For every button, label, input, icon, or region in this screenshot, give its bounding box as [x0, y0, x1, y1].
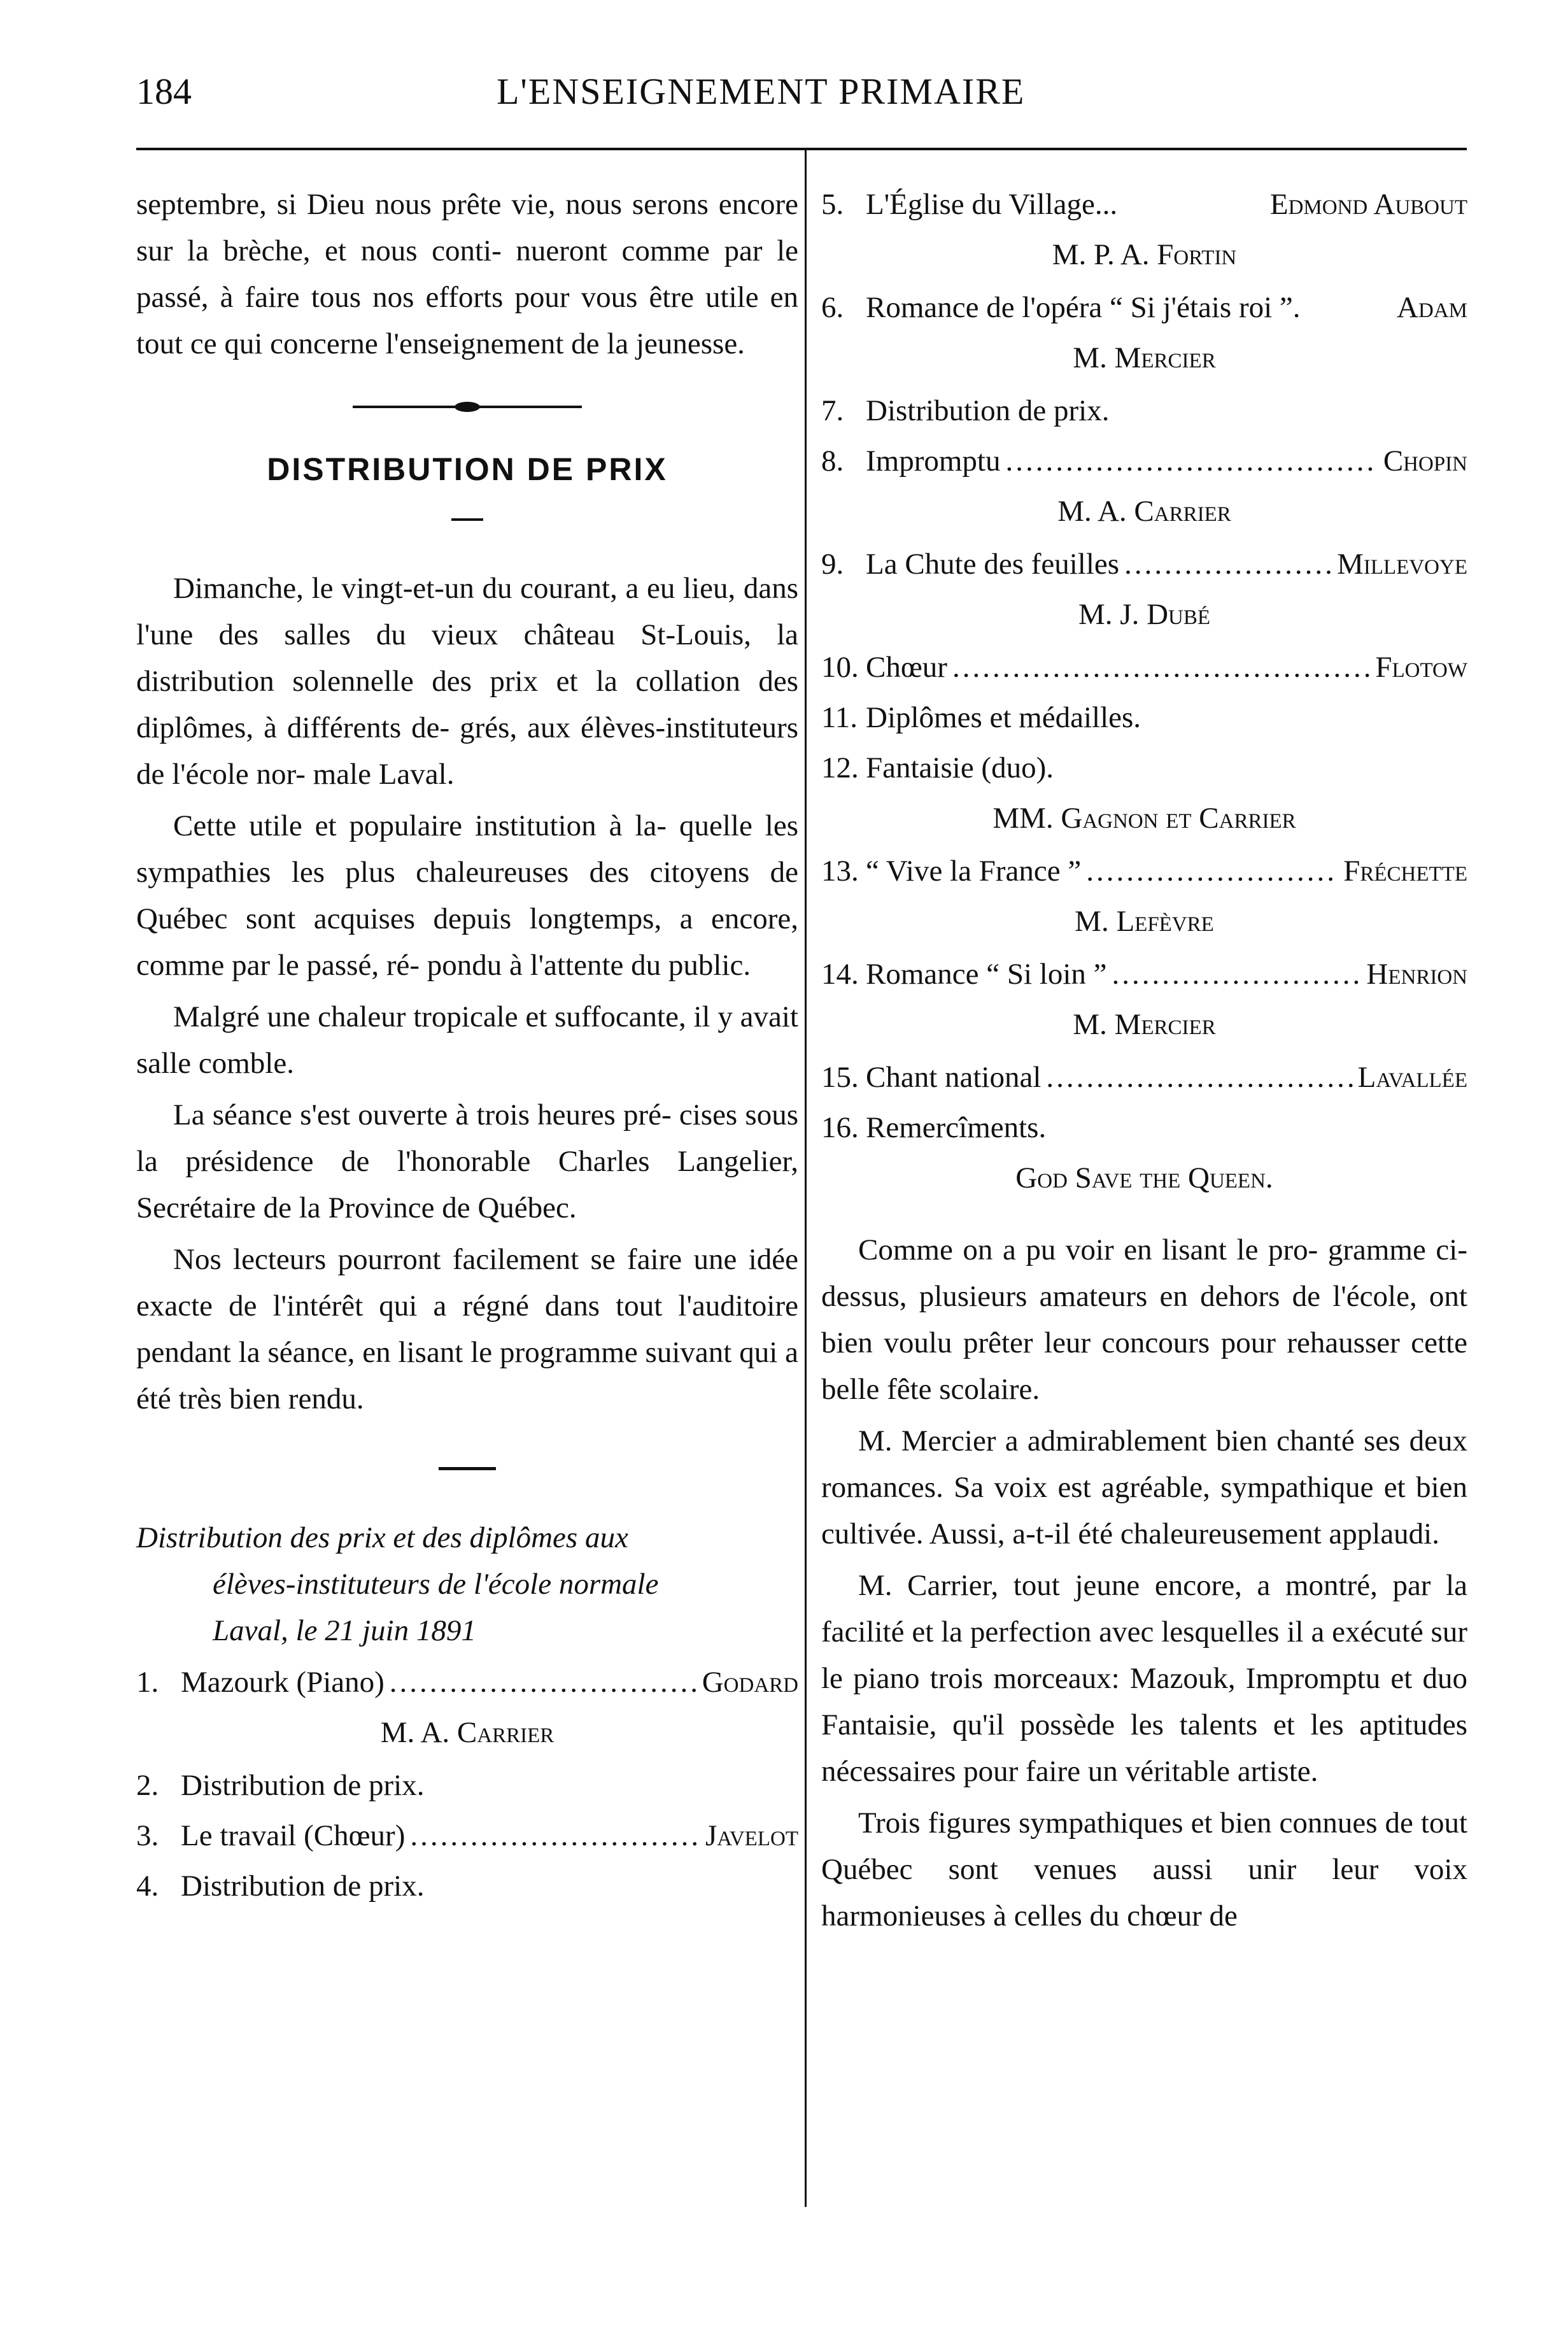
- program-caption-line: élèves-instituteurs de l'école normale: [213, 1568, 659, 1601]
- program-item: [821, 181, 1467, 228]
- running-title: L'ENSEIGNEMENT PRIMAIRE: [497, 71, 1026, 112]
- program-performer: M. A. Carrier: [1057, 495, 1231, 528]
- program-item: [821, 848, 1467, 895]
- program-item: [136, 1659, 798, 1706]
- leader-dots: [1005, 438, 1378, 485]
- program-item-number: 3.: [136, 1819, 159, 1852]
- program-item: [821, 1054, 1467, 1101]
- program-item-title: Impromptu: [866, 444, 1001, 478]
- program-item-number: 1.: [136, 1666, 159, 1699]
- program-item-title: “ Vive la France ”: [866, 854, 1082, 888]
- program-performer: M. Mercier: [1073, 341, 1216, 374]
- program-item-title: Fantaisie (duo).: [866, 751, 1054, 784]
- program-item-title: Romance de l'opéra “ Si j'étais roi ”.: [866, 291, 1301, 324]
- paragraph: Trois figures sympathiques et bien connues de tout Québec sont venues aussi unir leur voix harmonieuses à celles du chœur de: [821, 1806, 1467, 1932]
- header-rule: [136, 148, 1467, 150]
- program-caption-line: Distribution des prix et des diplômes aux: [136, 1521, 628, 1554]
- program-item-title: Le travail (Chœur): [181, 1819, 406, 1852]
- page-number: 184: [136, 71, 192, 112]
- program-performer: M. A. Carrier: [380, 1716, 554, 1749]
- paragraph: M. Carrier, tout jeune encore, a montré, par la facilité et la perfection avec lesquelles il a exécuté sur le piano trois morceaux: Mazouk, Impromptu et duo Fantaisie, qu'il possède les talents et les aptitudes nécessaires pour faire un véritable artiste.: [821, 1569, 1467, 1788]
- leader-dots: [1124, 541, 1332, 588]
- section-separator: [439, 1467, 496, 1470]
- program-item: [821, 644, 1467, 691]
- program-performer: M. P. A. Fortin: [1052, 238, 1237, 271]
- program-item: [136, 1863, 798, 1910]
- program-item-author: Millevoye: [1337, 548, 1467, 581]
- paragraph: Nos lecteurs pourront facilement se faire une idée exacte de l'intérêt qui a régné dans tout l'auditoire pendant la séance, en lisant le programme suivant qui a été très bien rendu.: [136, 1243, 798, 1415]
- program-performer: MM. Gagnon et Carrier: [992, 802, 1296, 835]
- column-divider: [805, 150, 807, 2207]
- paragraph: Cette utile et populaire institution à la- quelle les sympathies les plus chaleureuses des citoyens de Québec sont acquises depuis longtemps, a encore, comme par le passé, ré- pondu à l'attente du public.: [136, 809, 798, 982]
- program-item-number: 13.: [821, 854, 859, 888]
- program-item-title: Distribution de prix.: [866, 394, 1110, 427]
- program-item-number: 8.: [821, 444, 844, 478]
- program-item-author: Adam: [1397, 291, 1467, 324]
- program-item-author: Godard: [702, 1666, 798, 1699]
- program-item-number: 15.: [821, 1061, 859, 1094]
- program-item-title: Distribution de prix.: [181, 1769, 425, 1802]
- program-caption-line: Laval, le 21 juin 1891: [213, 1614, 476, 1647]
- leader-dots: [390, 1659, 697, 1706]
- paragraph: M. Mercier a admirablement bien chanté ses deux romances. Sa voix est agréable, sympathique et bien cultivée. Aussi, a-t-il été chaleureusement applaudi.: [821, 1424, 1467, 1550]
- program-item-title: Mazourk (Piano): [181, 1666, 385, 1699]
- program-item-number: 4.: [136, 1869, 159, 1903]
- program-item: [821, 388, 1467, 434]
- program-item: [821, 745, 1467, 791]
- right-column: [821, 181, 1467, 1945]
- program-item-number: 2.: [136, 1769, 159, 1802]
- program-item-title: Remercîments.: [866, 1111, 1047, 1144]
- program-caption: [136, 1515, 798, 1654]
- program-item: [821, 541, 1467, 588]
- commentary: [821, 1227, 1467, 1939]
- program-item-title: La Chute des feuilles: [866, 548, 1120, 581]
- program-item-number: 12.: [821, 751, 859, 784]
- program-item-number: 14.: [821, 958, 859, 991]
- left-column: [136, 181, 798, 1913]
- leader-dots: [1046, 1054, 1352, 1101]
- program-performer: M. Mercier: [1073, 1008, 1216, 1041]
- program-performer: M. J. Dubé: [1078, 598, 1211, 631]
- leader-dots: [952, 644, 1370, 691]
- program-item-author: Chopin: [1383, 444, 1467, 478]
- program-item-author: Edmond Aubout: [1269, 188, 1467, 221]
- program-performer: God Save the Queen.: [1015, 1161, 1273, 1195]
- paragraph: Dimanche, le vingt-et-un du courant, a eu lieu, dans l'une des salles du vieux château St-Louis, la distribution solennelle des prix et la collation des diplômes, à différents de- grés, aux élèves-instituteurs de l'école nor- male Laval.: [136, 572, 798, 791]
- program-item: [821, 951, 1467, 998]
- opening-paragraph: septembre, si Dieu nous prête vie, nous serons encore sur la brèche, et nous conti- nueront comme par le passé, à faire tous nos efforts pour vous être utile en tout ce qui concerne l'enseignement de la jeunesse.: [136, 188, 798, 360]
- program-item: [821, 1105, 1467, 1151]
- program-item-author: Henrion: [1366, 958, 1467, 991]
- leader-dots: [1086, 848, 1338, 895]
- section-title: DISTRIBUTION DE PRIX: [267, 451, 668, 487]
- program-item-number: 16.: [821, 1111, 859, 1144]
- program-item-title: Chant national: [866, 1061, 1042, 1094]
- program-item: [821, 695, 1467, 741]
- leader-dots: [410, 1813, 700, 1859]
- program-item-title: L'Église du Village...: [866, 188, 1118, 221]
- program-item: [821, 285, 1467, 331]
- leader-dots: [1112, 951, 1362, 998]
- page-header: [136, 70, 1390, 134]
- program-item: [136, 1762, 798, 1809]
- paragraph: Comme on a pu voir en lisant le pro- gramme ci-dessus, plusieurs amateurs en dehors de l'école, ont bien voulu prêter leur concours pour rehausser cette belle fête scolaire.: [821, 1233, 1467, 1406]
- program-item-title: Romance “ Si loin ”: [866, 958, 1107, 991]
- program-item-title: Distribution de prix.: [181, 1869, 425, 1903]
- program-item: [821, 438, 1467, 485]
- program-item-author: Javelot: [705, 1819, 798, 1852]
- ornamental-rule: [353, 406, 582, 408]
- program-item-number: 10.: [821, 651, 859, 684]
- paragraph: Malgré une chaleur tropicale et suffocante, il y avait salle comble.: [136, 1000, 798, 1080]
- program-item-title: Chœur: [866, 651, 947, 684]
- program-item-number: 9.: [821, 548, 844, 581]
- program-item-number: 5.: [821, 188, 844, 221]
- program-item: [136, 1813, 798, 1859]
- program-item-number: 7.: [821, 394, 844, 427]
- program-item-author: Fréchette: [1343, 854, 1467, 888]
- title-dash: [451, 518, 483, 521]
- paragraph: La séance s'est ouverte à trois heures pré- cises sous la présidence de l'honorable Charles Langelier, Secrétaire de la Province de Québec.: [136, 1098, 798, 1224]
- program-performer: M. Lefèvre: [1075, 905, 1214, 938]
- program-item-number: 6.: [821, 291, 844, 324]
- program-item-author: Flotow: [1375, 651, 1467, 684]
- program-item-title: Diplômes et médailles.: [866, 701, 1141, 734]
- program-item-number: 11.: [821, 701, 858, 734]
- program-item-author: Lavallée: [1357, 1061, 1467, 1094]
